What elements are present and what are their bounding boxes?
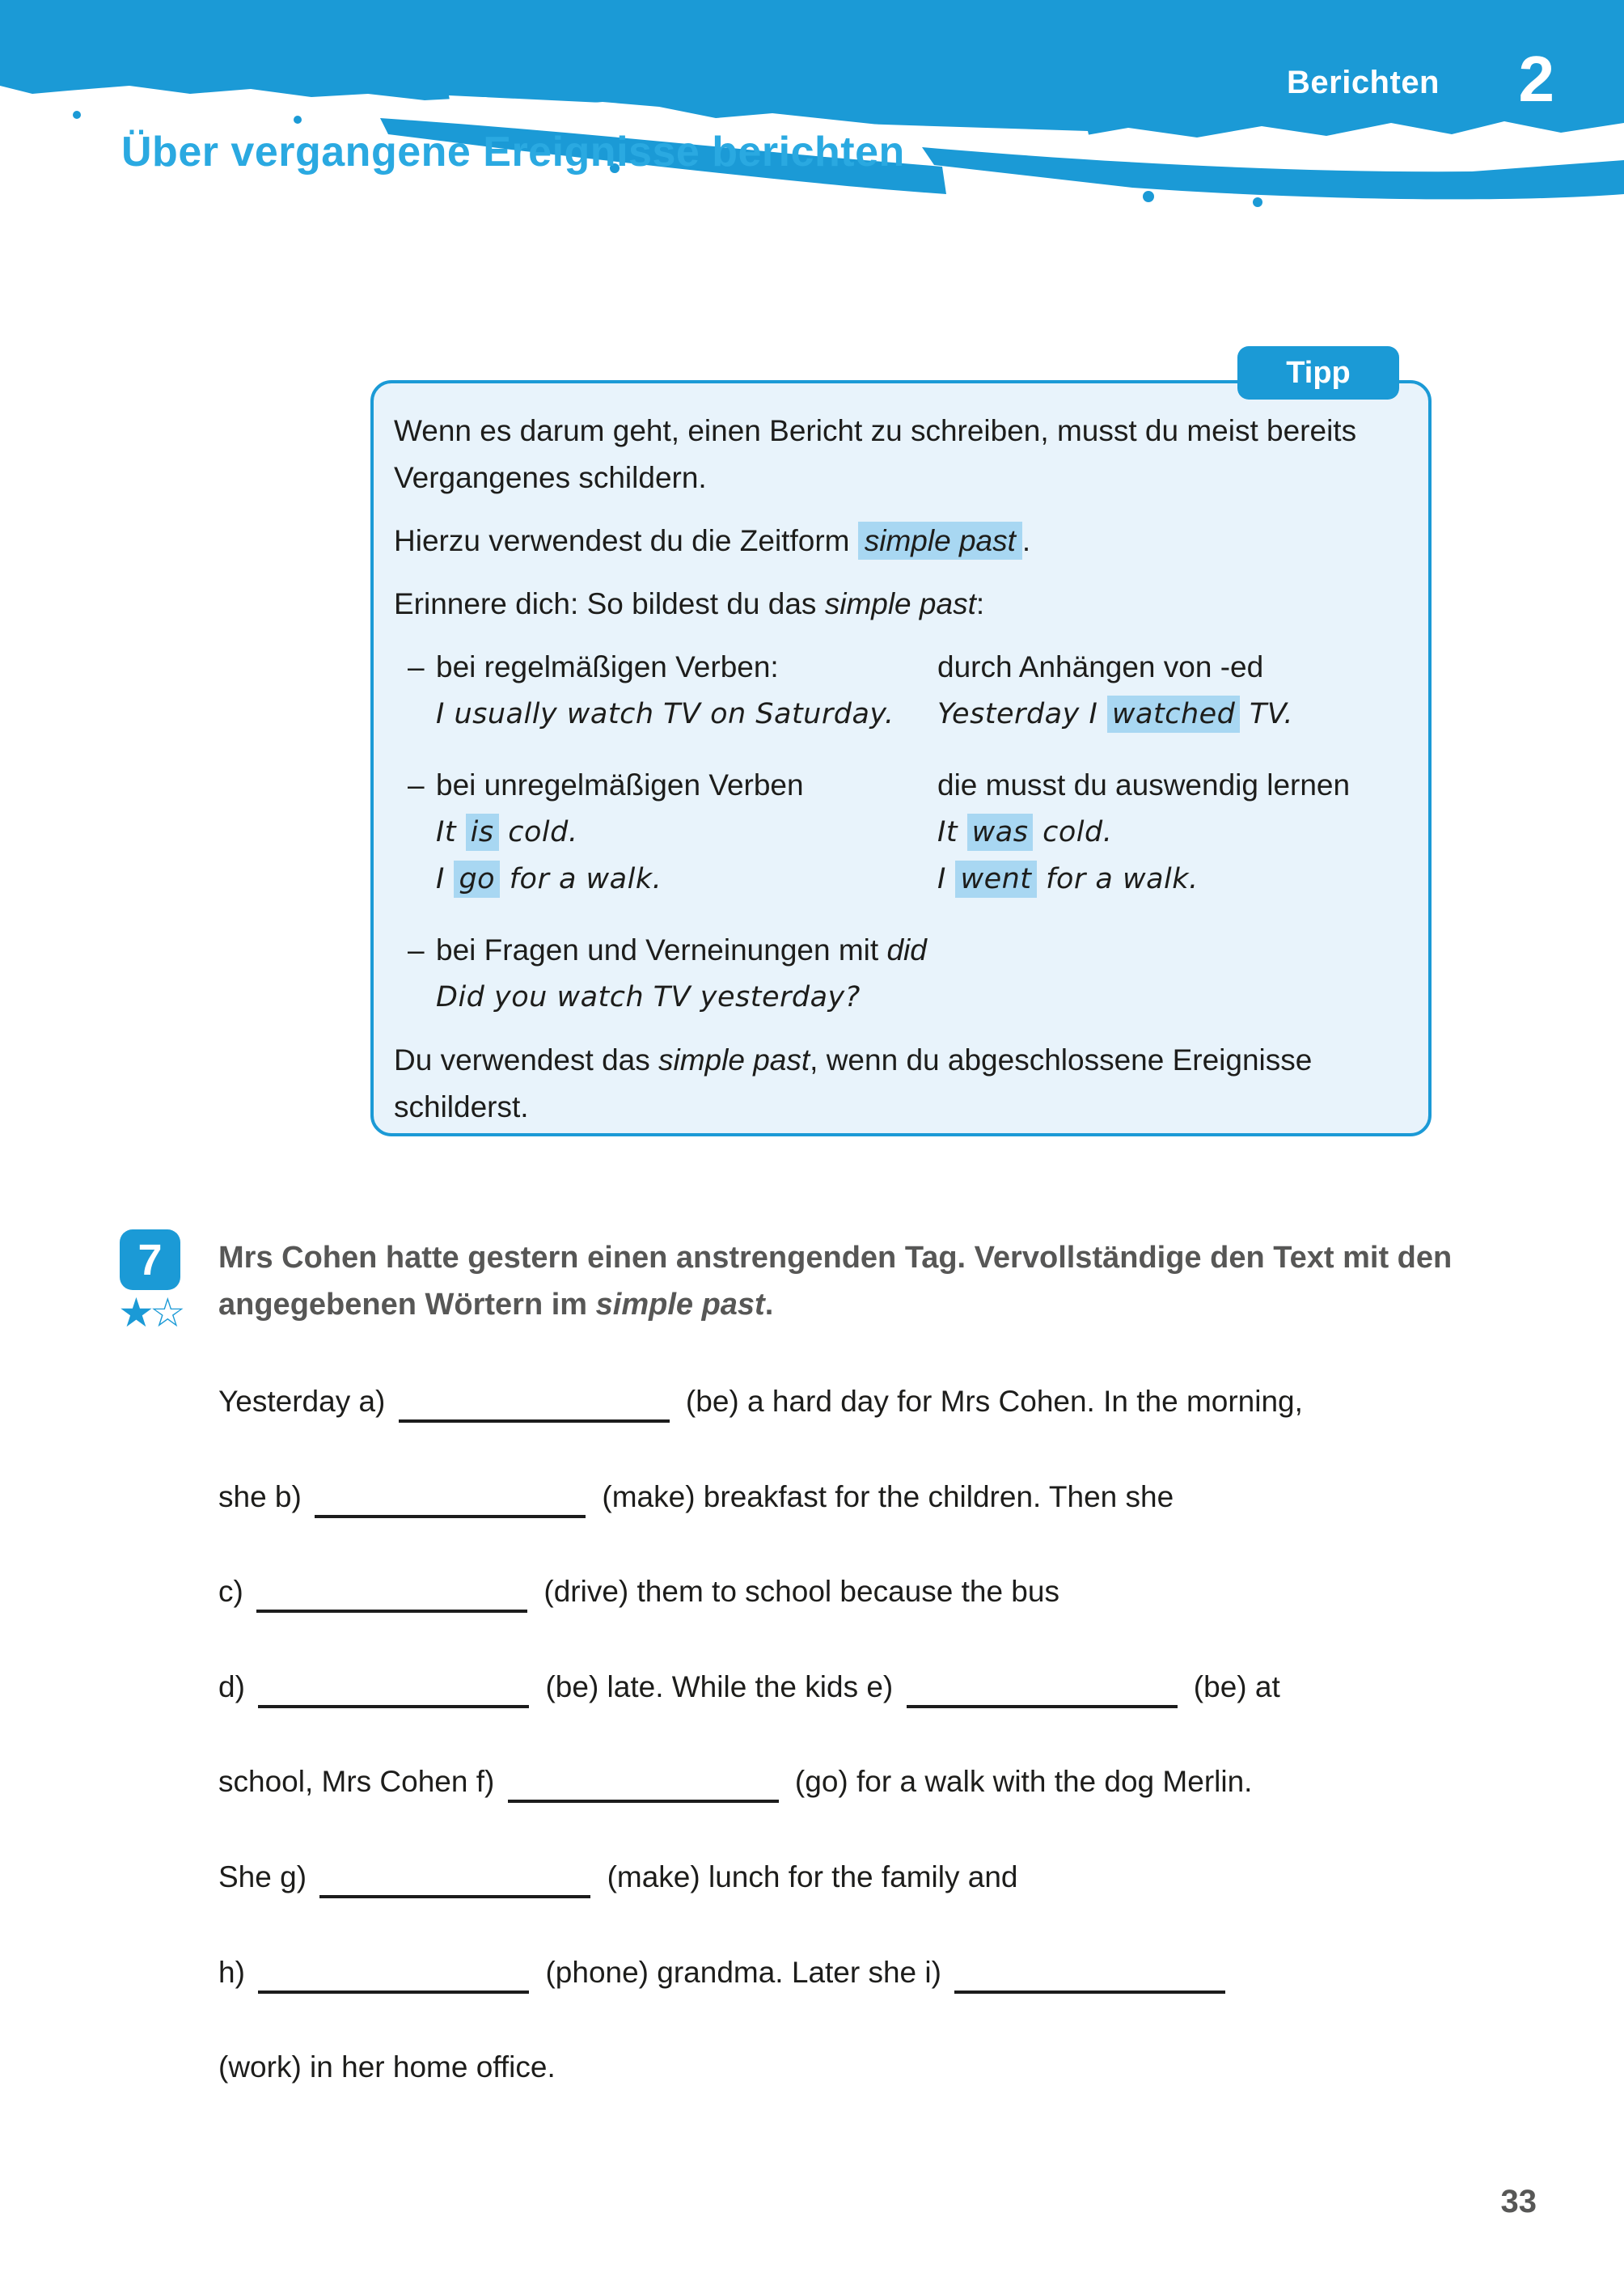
tip-example-row-2a	[394, 809, 1406, 856]
difficulty-stars	[118, 1289, 181, 1336]
example-sentence	[937, 856, 1406, 903]
bullet-dash: –	[408, 650, 425, 683]
tip-text: bei Fragen und Verneinungen mit	[436, 933, 887, 967]
example-sentence: I usually watch TV on Saturday.	[436, 698, 894, 730]
exercise-text: (make) breakfast for the children. Then she	[594, 1479, 1174, 1513]
italic-term: simple past	[658, 1043, 810, 1077]
example-text: cold.	[1033, 816, 1113, 848]
example-sentence: Did you watch TV yesterday?	[436, 981, 861, 1013]
exercise-line	[218, 1830, 1593, 1925]
exercise-text: She g)	[218, 1859, 315, 1893]
tip-text: :	[975, 587, 985, 620]
tip-tab-label: Tipp	[1237, 346, 1399, 400]
exercise-text: c)	[218, 1575, 252, 1609]
bullet-2-right: die musst du auswendig lernen	[937, 768, 1351, 802]
italic-term: simple past	[595, 1288, 765, 1322]
exercise-text: (be) at	[1185, 1669, 1280, 1703]
highlighted-word: went	[955, 861, 1036, 898]
tip-text: Du verwendest das	[394, 1043, 659, 1077]
exercise-header	[118, 1229, 1527, 1335]
highlighted-word: was	[967, 814, 1034, 851]
exercise-text: (make) lunch for the family and	[598, 1859, 1018, 1893]
tip-text: .	[1021, 524, 1031, 557]
exercise-line	[218, 1734, 1593, 1830]
exercise-instruction	[218, 1229, 1527, 1328]
exercise-body	[218, 1354, 1593, 2115]
answer-blank[interactable]	[508, 1770, 779, 1803]
italic-term: did	[886, 933, 927, 967]
answer-blank[interactable]	[907, 1675, 1178, 1708]
bullet-1-left: bei regelmäßigen Verben:	[436, 650, 779, 683]
example-sentence	[937, 691, 1406, 738]
exercise-line	[218, 1354, 1593, 1449]
tip-box	[370, 355, 1432, 1136]
exercise-text: (drive) them to school because the bus	[535, 1575, 1059, 1609]
star-outline-icon: ☆	[149, 1290, 181, 1335]
exercise-line	[218, 2020, 1593, 2115]
tip-content	[374, 383, 1428, 1131]
exercise-text: school, Mrs Cohen f)	[218, 1765, 503, 1799]
highlighted-term-simple-past: simple past	[858, 522, 1022, 560]
highlighted-word: watched	[1107, 696, 1240, 733]
exercise-number-badge: 7	[120, 1229, 180, 1290]
chapter-header-band	[0, 0, 1624, 212]
exercise-text: (go) for a walk with the dog Merlin.	[786, 1765, 1253, 1799]
brush-stroke-graphic	[0, 0, 1624, 212]
chapter-number: 2	[1518, 43, 1554, 115]
example-text: I	[937, 863, 956, 895]
highlighted-word: go	[454, 861, 500, 898]
italic-term: simple past	[824, 587, 976, 620]
exercise-text: Yesterday a)	[218, 1385, 394, 1418]
exercise-line	[218, 1639, 1593, 1735]
example-sentence	[937, 809, 1406, 856]
exercise-text: (work) in her home office.	[218, 2050, 556, 2084]
example-sentence	[436, 809, 937, 856]
example-text: TV.	[1240, 698, 1293, 730]
exercise-text: (be) a hard day for Mrs Cohen. In the morning,	[677, 1385, 1303, 1418]
answer-blank[interactable]	[954, 1961, 1225, 1994]
bullet-2-left: bei unregelmäßigen Verben	[436, 768, 804, 802]
answer-blank[interactable]	[256, 1580, 527, 1613]
answer-blank[interactable]	[258, 1675, 529, 1708]
bullet-dash: –	[408, 933, 425, 967]
chapter-title: Berichten	[1287, 65, 1440, 100]
answer-blank[interactable]	[258, 1961, 529, 1994]
tip-example-row-2b	[394, 856, 1406, 903]
example-text: I	[436, 863, 455, 895]
exercise-text: she b)	[218, 1479, 311, 1513]
bullet-1-right: durch Anhängen von -ed	[937, 650, 1264, 683]
tip-text: Erinnere dich: So bildest du das	[394, 587, 825, 620]
highlighted-word: is	[466, 814, 499, 851]
page-number: 33	[1500, 2184, 1537, 2219]
tip-text: , wenn du abgeschlossene Ereignisse schilderst.	[394, 1043, 1313, 1123]
page-title: Über vergangene Ereignisse berichten	[121, 129, 905, 176]
exercise-text: h)	[218, 1955, 254, 1989]
example-text: for a walk.	[500, 863, 662, 895]
tip-paragraph-2	[394, 518, 1406, 565]
example-text: It	[937, 816, 967, 848]
tip-bullet-row-3	[394, 927, 1406, 974]
tip-text: Hierzu verwendest du die Zeitform	[394, 524, 858, 557]
example-text: Yesterday I	[937, 698, 1107, 730]
example-text: cold.	[498, 816, 578, 848]
instruction-text: Mrs Cohen hatte gestern einen anstrengenden Tag. Vervollständige den Text mit den angegebenen Wörtern im	[218, 1241, 1453, 1322]
exercise-line	[218, 1544, 1593, 1639]
exercise-text: (phone) grandma. Later she i)	[537, 1955, 950, 1989]
tip-bullet-row-1	[394, 644, 1406, 691]
tip-bullet-row-2	[394, 762, 1406, 809]
bullet-3-text	[436, 927, 1406, 974]
exercise-text: d)	[218, 1669, 254, 1703]
exercise-text: (be) late. While the kids e)	[537, 1669, 902, 1703]
tip-example-row-1	[394, 691, 1406, 738]
example-sentence	[436, 856, 937, 903]
example-text: for a walk.	[1036, 863, 1199, 895]
answer-blank[interactable]	[399, 1390, 670, 1423]
tip-paragraph-1: Wenn es darum geht, einen Bericht zu schreiben, musst du meist bereits Vergangenes schildern.	[394, 414, 1357, 494]
answer-blank[interactable]	[315, 1485, 586, 1518]
tip-paragraph-4	[394, 1037, 1406, 1131]
exercise-line	[218, 1449, 1593, 1545]
exercise-line	[218, 1925, 1593, 2020]
answer-blank[interactable]	[319, 1865, 590, 1898]
tip-paragraph-3	[394, 581, 1406, 628]
instruction-text: .	[764, 1288, 774, 1322]
example-text: It	[436, 816, 466, 848]
tip-example-row-3	[394, 974, 1406, 1021]
bullet-dash: –	[408, 768, 425, 802]
star-filled-icon: ★	[118, 1290, 150, 1335]
